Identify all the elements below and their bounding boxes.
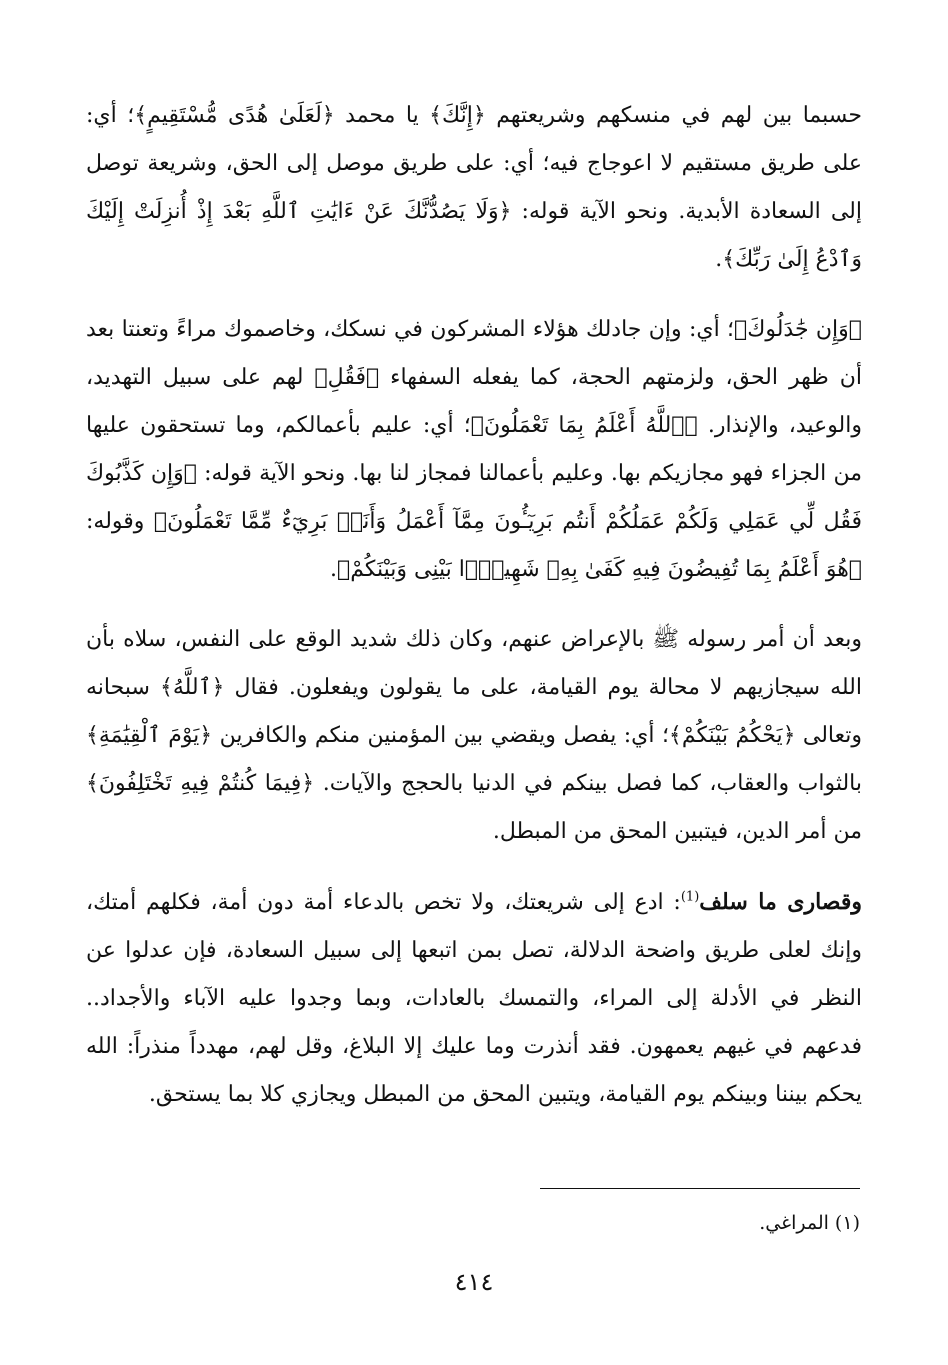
- footnote: (١) المراغي.: [759, 1212, 860, 1234]
- summary-heading: وقصارى ما سلف: [699, 889, 862, 915]
- footnote-divider: [540, 1188, 860, 1189]
- summary-text: : ادع إلى شريعتك، ولا تخص بالدعاء أمة دون أمة، فكلهم أمتك، وإنك لعلى طريق واضحة الدلالة، تصل بمن اتبعها إلى سبيل السعادة، فإن عدلوا عن النظر في الأدلة إلى المراء، والتمسك بالعادات، وبما وجدوا عليه الآباء والأجداد.. فدعهم في غيهم يعمهون. فقد أنذرت وما عليك إلا البلاغ، وقل لهم، مهدداً منذراً: الله يحكم بيننا وبينكم يوم القيامة، ويتبين المحق من المبطل ويجازي كلا بما يستحق.: [86, 890, 862, 1107]
- page-body: [86, 92, 862, 1119]
- paragraph-4: [86, 878, 862, 1119]
- paragraph-3: وبعد أن أمر رسوله ﷺ بالإعراض عنهم، وكان ذلك شديد الوقع على النفس، سلاه بأن الله سيجازيهم لا محالة يوم القيامة، على ما يقولون ويفعلون. فقال ﴿ٱللَّهُ﴾ سبحانه وتعالى ﴿يَحْكُمُ بَيْنَكُمْ﴾؛ أي: يفصل ويقضي بين المؤمنين منكم والكافرين ﴿يَوْمَ ٱلْقِيَٰمَةِ﴾ بالثواب والعقاب، كما فصل بينكم في الدنيا بالحجج والآيات. ﴿فِيمَا كُنتُمْ فِيهِ تَخْتَلِفُونَ﴾ من أمر الدين، فيتبين المحق من المبطل.: [86, 627, 862, 844]
- page-number: ٤١٤: [454, 1268, 494, 1296]
- footnote-marker: (1): [680, 889, 700, 905]
- paragraph-1: حسبما بين لهم في منسكهم وشريعتهم ﴿إِنَّكَ﴾ يا محمد ﴿لَعَلَىٰ هُدًى مُّسْتَقِيمٍ﴾؛ أي: على طريق مستقيم لا اعوجاج فيه؛ أي: على طريق موصل إلى الحق، وشريعة توصل إلى السعادة الأبدية. ونحو الآية قوله: ﴿وَلَا يَصُدُّنَّكَ عَنْ ءَايَٰتِ ٱللَّهِ بَعْدَ إِذْ أُنزِلَتْ إِلَيْكَ وَٱدْعُ إِلَىٰ رَبِّكَ﴾.: [86, 103, 862, 272]
- paragraph-2: ﴿وَإِن جَٰدَلُوكَ﴾؛ أي: وإن جادلك هؤلاء المشركون في نسكك، وخاصموك مراءً وتعنتا بعد أن ظهر الحق، ولزمتهم الحجة، كما يفعله السفهاء ﴿فَقُلِ﴾ لهم على سبيل التهديد، والوعيد، والإنذار. ﴿ٱللَّهُ أَعْلَمُ بِمَا تَعْمَلُونَ﴾؛ أي: عليم بأعمالكم، وما تستحقون عليها من الجزاء فهو مجازيكم بها. وعليم بأعمالنا فمجاز لنا بها. ونحو الآية قوله: ﴿وَإِن كَذَّبُوكَ فَقُل لِّي عَمَلِي وَلَكُمْ عَمَلُكُمْ أَنتُم بَرِيٓـُٔونَ مِمَّآ أَعْمَلُ وَأَنَا۠ بَرِيٓءٌ مِّمَّا تَعْمَلُونَ﴾ وقوله: ﴿هُوَ أَعْلَمُ بِمَا تُفِيضُونَ فِيهِ كَفَىٰ بِهِۦ شَهِيدًۢا بَيْنِى وَبَيْنَكُمْ﴾.: [86, 317, 862, 582]
